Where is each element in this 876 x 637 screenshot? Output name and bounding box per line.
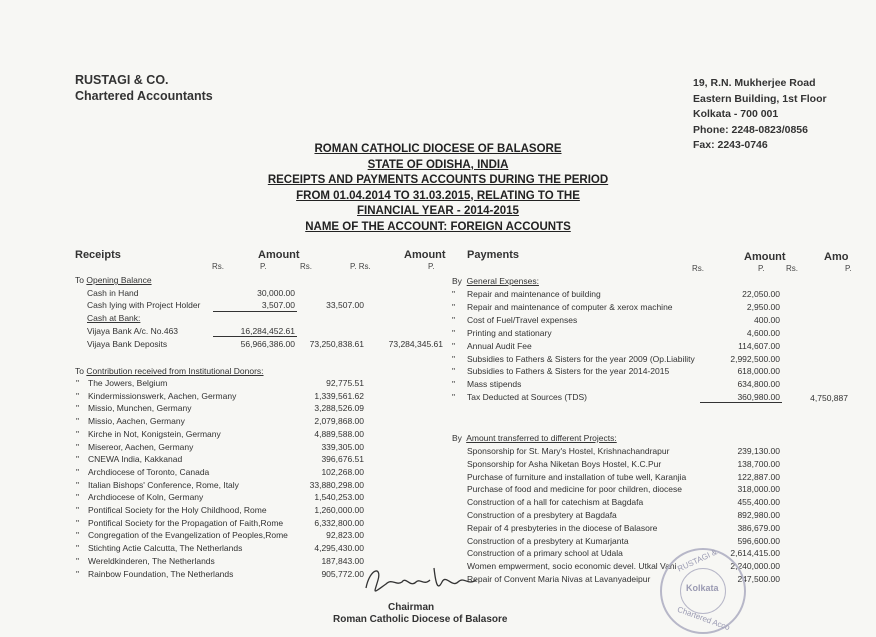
vijaya-deposits-amount: 56,966,386.00 [240,339,295,349]
project-name: Sponsorship for Asha Niketan Boys Hostel, K.C.Pur [467,458,662,469]
donor-amount: 92,823.00 [326,530,364,541]
project-amount: 386,679.00 [737,522,780,533]
title-line: STATE OF ODISHA, INDIA [367,158,509,171]
expense-name: Mass stipends [467,379,522,390]
donor-name: Missio, Munchen, Germany [88,403,192,414]
expense-amount: 2,992,500.00 [730,353,780,364]
donor-amount: 6,332,800.00 [314,517,364,528]
contributions-heading [75,366,264,376]
donor-name: Missio, Aachen, Germany [88,416,185,427]
amount-header-cut: Amo [824,251,849,263]
donor-bullet: " [76,378,80,388]
by-label: By [452,276,462,286]
donor-name: Congregation of the Evangelization of Peoples,Rome [88,530,288,541]
firm-block [75,72,213,104]
cash-total: 33,507.00 [326,300,364,310]
donor-bullet: " [76,441,80,452]
address-line-1: 19, R.N. Mukherjee Road [693,77,816,89]
project-amount: 239,130.00 [737,446,780,456]
donor-name: Misereor, Aachen, Germany [88,441,194,452]
amount-header: Amount [744,251,786,263]
donor-name: Wereldkinderen, The Netherlands [88,555,215,566]
rs-label: Rs. [212,262,224,271]
donor-bullet: " [76,530,80,541]
title-line: RECEIPTS AND PAYMENTS ACCOUNTS DURING THE PERIOD [267,174,609,186]
expense-amount: 22,050.00 [742,289,780,299]
expense-name: Subsidies to Fathers & Sisters for the year 2014-2015 [467,366,670,377]
vijaya-463-amount: 16,284,452.61 [240,326,295,336]
project-amount: 247,500.00 [737,574,780,584]
donor-amount: 339,305.00 [321,441,364,452]
expense-amount: 618,000.00 [737,366,780,377]
expense-amount: 114,607.00 [738,340,780,351]
address-phone: Phone: 2248-0823/0856 [693,123,808,136]
rs-label: Rs. [692,264,704,273]
expense-bullet: " [452,301,456,312]
expense-bullet: " [452,353,456,364]
donor-bullet: " [76,492,80,503]
donor-bullet: " [76,517,80,528]
donor-amount: 2,079,868.00 [314,416,364,427]
donor-bullet: " [76,403,80,414]
donor-name: Rainbow Foundation, The Netherlands [88,568,234,579]
expense-amount: 4,600.00 [746,327,780,338]
by-label: By [452,433,462,443]
donor-name: Archdiocese of Koln, Germany [88,492,204,503]
donor-amount: 1,260,000.00 [314,505,364,515]
receipts-header: Receipts [75,249,121,261]
address-line-2: Eastern Building, 1st Floor [693,92,827,105]
to-label: To [75,275,84,285]
project-amount: 122,887.00 [737,471,780,482]
donor-bullet: " [76,568,80,579]
opening-balance-label: Opening Balance [86,275,152,285]
expense-name: Repair and maintenance of computer & xerox machine [467,301,673,312]
donor-amount: 1,540,253.00 [314,492,364,503]
expense-name: Printing and stationary [467,327,552,338]
project-name: Repair of 4 presbyteries in the diocese of Balasore [467,522,658,533]
general-expenses-label: General Expenses: [466,276,539,286]
project-amount: 2,240,000.00 [730,561,780,572]
firm-name: RUSTAGI & CO. [75,73,169,87]
contributions-label: Contribution received from Institutional Donors: [86,366,264,376]
vijaya-deposits-label: Vijaya Bank Deposits [87,339,168,349]
expense-name: Annual Audit Fee [467,340,532,351]
donor-bullet: " [76,466,80,477]
project-name: Repair of Convent Maria Nivas at Lavanyadeipur [467,574,651,584]
donor-name: Pontifical Society for the Holy Childhood, Rome [88,505,267,515]
donor-amount: 3,288,526.09 [314,403,364,414]
donor-amount: 4,295,430.00 [314,543,364,554]
projects-heading [452,433,617,443]
cash-at-bank-label: Cash at Bank: [87,313,141,323]
expense-amount: 2,950.00 [746,301,780,312]
donor-amount: 396,676.51 [321,454,364,465]
donor-bullet: " [76,505,80,515]
expense-bullet: " [452,327,456,338]
expense-bullet: " [452,392,456,403]
opening-balance-heading [75,275,152,285]
expense-amount: 400.00 [754,314,780,325]
donor-amount: 905,772.00 [321,568,364,579]
signature-mark [360,560,480,600]
donor-name: Kindermissionswerk, Aachen, Germany [88,390,237,401]
title-line: NAME OF THE ACCOUNT: FOREIGN ACCOUNTS [305,220,571,233]
expense-bullet: " [452,340,456,351]
donor-name: Archdiocese of Toronto, Canada [88,466,210,477]
donor-name: Italian Bishops' Conference, Rome, Italy [88,479,239,490]
donor-amount: 33,880,298.00 [309,479,364,490]
donor-bullet: " [76,390,80,401]
donor-amount: 102,268.00 [321,466,364,477]
donor-amount: 4,889,588.00 [314,428,364,439]
expense-name: Repair and maintenance of building [467,289,601,299]
project-name: Construction of a hall for catechism at Bagdafa [467,497,644,508]
cash-project-label: Cash lying with Project Holder [87,300,201,310]
project-name: Women empwerment, socio economic devel. Utkal Vani [467,561,677,572]
projects-label: Amount transferred to different Projects: [466,433,617,443]
expense-amount: 360,980.00 [737,392,780,403]
auditor-stamp: RUSTAGI & Kolkata Chartered Acco [660,548,746,634]
p-label: P. [845,264,852,273]
donor-amount: 92,775.51 [326,378,364,388]
to-label: To [75,366,84,376]
cash-in-hand-label: Cash in Hand [87,288,139,298]
donor-bullet: " [76,428,80,439]
rs-label: Rs. [786,264,798,273]
diocese-label: Roman Catholic Diocese of Balasore [333,614,508,625]
title-line: ROMAN CATHOLIC DIOCESE OF BALASORE [314,143,562,155]
project-amount: 318,000.00 [737,484,780,495]
subtotal-rule [213,311,297,312]
subtotal-rule [213,336,297,337]
expense-bullet: " [452,314,456,325]
p-label: P. [758,264,765,273]
document-title [0,142,876,235]
donor-bullet: " [76,555,80,566]
vijaya-463-label: Vijaya Bank A/c. No.463 [87,326,179,336]
expense-bullet: " [452,379,456,390]
project-name: Purchase of food and medicine for poor children, diocese [467,484,682,495]
address-fax: Fax: 2243-0746 [693,139,768,151]
donor-bullet: " [76,543,80,554]
amount-header: Amount [404,249,446,261]
p-rs-label: P. Rs. [350,262,371,271]
donor-bullet: " [76,454,80,465]
expense-name: Cost of Fuel/Travel expenses [467,314,578,325]
donor-amount: 187,843.00 [321,555,364,566]
project-amount: 455,400.00 [737,497,780,508]
rs-label: Rs. [300,262,312,271]
project-name: Purchase of furniture and installation of tube well, Karanjia [467,471,687,482]
donor-name: CNEWA India, Kakkanad [88,454,183,465]
expense-name: Subsidies to Fathers & Sisters for the year 2009 (Op.Liability [467,353,695,364]
opening-total: 73,284,345.61 [388,339,443,349]
donor-amount: 1,339,561.62 [314,390,364,401]
donor-name: Kirche in Not, Konigstein, Germany [88,428,221,439]
amount-header: Amount [258,249,300,261]
expense-amount: 634,800.00 [737,379,780,390]
payments-header: Payments [467,249,519,261]
cash-in-hand-amount: 30,000.00 [257,288,295,298]
p-label: P. [260,262,267,271]
project-name: Construction of a primary school at Udala [467,548,623,559]
project-amount: 892,980.00 [737,510,780,520]
donor-name: The Jowers, Belgium [88,378,168,388]
subtotal-rule [700,402,782,403]
general-expenses-total: 4,750,887 [810,393,848,403]
project-amount: 2,614,415.00 [730,548,780,559]
donor-bullet: " [76,479,80,490]
project-name: Sponsorship for St. Mary's Hostel, Krishnachandrapur [467,446,670,456]
donor-name: Stichting Actie Calcutta, The Netherlands [88,543,243,554]
expense-name: Tax Deducted at Sources (TDS) [467,392,587,403]
title-line: FINANCIAL YEAR - 2014-2015 [357,205,519,217]
project-name: Construction of a presbytery at Bagdafa [467,510,617,520]
expense-bullet: " [452,366,456,377]
title-line: FROM 01.04.2014 TO 31.03.2015, RELATING TO THE [296,189,580,202]
general-expenses-heading [452,276,539,286]
address-line-3: Kolkata - 700 001 [693,108,779,120]
project-amount: 596,600.00 [737,535,780,546]
expense-bullet: " [452,289,456,299]
p-label: P. [428,262,435,271]
project-amount: 138,700.00 [737,458,780,469]
chairman-label: Chairman [388,602,435,613]
project-name: Construction of a presbytery at Kumarjanta [467,535,629,546]
donor-name: Pontifical Society for the Propagation of Faith,Rome [88,517,284,528]
cash-project-amount: 3,507.00 [261,300,295,310]
firm-subtitle: Chartered Accountants [75,89,213,103]
donor-bullet: " [76,416,80,427]
bank-total: 73,250,838.61 [309,339,364,349]
